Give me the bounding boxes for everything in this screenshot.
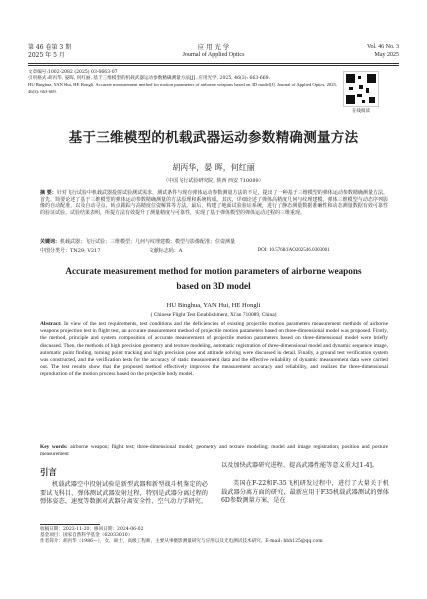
qr-code[interactable]	[343, 71, 379, 107]
footnote-rule	[40, 524, 100, 525]
intro-left-column: 机载武器空中投射试验是新型武器和新型战斗机鉴定的必要试飞科目，弹体测试武器发射过程，特别是武器分离过程的弹体姿态、速度等数据对武器分离安全性、空气动力学研究、	[40, 481, 208, 506]
journal-name: 应 用 光 学 Journal of Applied Optics	[182, 43, 245, 58]
classification-row: 中图分类号：TN29; V217 文献标志码：A DOI: 10.5768/JAO202546.0303001	[40, 248, 330, 254]
keywords-en: Key words: airborne weapon; flight test; three-dimensional model; geometry and texture modeling; model and image registration; position and posture measurement	[40, 444, 388, 458]
authors-en: HU Binghua, YAN Hui, HE Hongli	[166, 302, 261, 309]
title-cn: 基于三维模型的机载武器运动参数精确测量方法	[68, 130, 359, 146]
authors-cn: 胡丙华，晏 晖，何红丽	[172, 163, 255, 172]
abstract-cn: 摘 要：针对飞行试验中机载武器投射试验测试需求，测试条件与现有弹体运动参数测量方法的不足，提出了一种基于三维模型的弹体运动参数精确测量方法。首先，简要论述了基于三维模型的弹体运动参数精确测量的方法原理和系统构成。其次，详细论述了弹体高精度几何与纹理建模、弹体三维模型与动态序列影像的自动配准，以及自动寻点、转点跟踪与高精度位姿解算等方法。最后，构建了地面试验验证系统，进行了静态测量数据准确性和动态测量数据有效可靠性的验证试验。试验结果表明，所提方法有效提升了测量精度与可靠性，实现了基于弹体模型的弹体运动过程的三维重现。	[40, 190, 388, 216]
header-rule	[28, 63, 399, 64]
affiliation-cn: （中国飞行试验研究院, 陕西 西安 710089）	[163, 178, 264, 184]
volume-left: 第 46 卷第 3 期 2025 年 5 月	[28, 44, 72, 59]
keywords-cn: 关键词：机载武器；飞行试验；三维模型；几何与纹理建模；模型与影像配准；位姿测量	[40, 239, 236, 245]
citation-block: 文章编号:1002-2082 (2025) 03-0663-07 引用格式:胡丙华, 晏晖, 何红丽. 基于三维模型的机载武器运动参数精确测量方法[J]. 应用光学, 2025, 46(3): 663-669. HU Binghua, YAN Hui, HE Hongli. Accurate measurement method for motion parameters of airborne weapons based on 3D model[J]. Journal of Applied Optics, 2025, 46(3): 663-669.	[28, 70, 337, 94]
qr-label: 在线阅读	[352, 109, 370, 114]
section-heading-intro: 引言	[40, 467, 57, 477]
title-en: Accurate measurement method for motion parameters of airborne weapons based on 3D model	[65, 266, 362, 291]
header-rule-thin	[28, 65, 399, 66]
volume-right: Vol. 46 No. 3 May 2025	[366, 44, 399, 58]
affiliation-en: ( Chinese Flight Test Establishment, Xi'an 710089, China)	[150, 312, 277, 318]
intro-right-top: 以及加快武器研究进程、提高武器性能等意义重大[1-4]。	[221, 462, 379, 469]
abstract-en: Abstract: In view of the test requirements, test conditions and the deficiencies of existing projectile motion parameters measurement methods of airborne weapons projection test in flight test, an accurate measurement method of projectile motion parameters based on three-dimensional model was proposed. Firstly, the method, principle and system composition of accurate measurement of projectile motion parameters based on three-dimensional model were briefly discussed. Then, the methods of high precision geometry and texture modeling, automatic registration of three-dimensional model and dynamic sequence image, automatic point finding, turning point tracking and high precision pose and attitude solving were discussed in detail. Finally, a ground test verification system was constructed, and the verification tests for the accuracy of static measurement data and the effective reliability of dynamic measurement data were carried out. The test results show that the proposed method effectively improves the measurement accuracy and reliability, and realizes the three-dimensional reproduction of the motion process based on the projectile body model.	[40, 321, 388, 378]
footnote: 收稿日期：2023-11-20；修回日期：2024-06-02 基金项目：国家自然科学基金（62033010） 作者简介：胡丙华（1986—），女，硕士，高级工程师，主要从事摄影测量研究与应用以及光电测试技术研究。E-mail: hbh125@qq.com	[40, 527, 323, 545]
intro-right-column: 美国在F-22和F-35飞机研发过程中，进行了大量关于机载武器分离方面的研究，最新应用于F35机载武器测试的弹体6D参数测量方案，是在	[221, 480, 389, 505]
